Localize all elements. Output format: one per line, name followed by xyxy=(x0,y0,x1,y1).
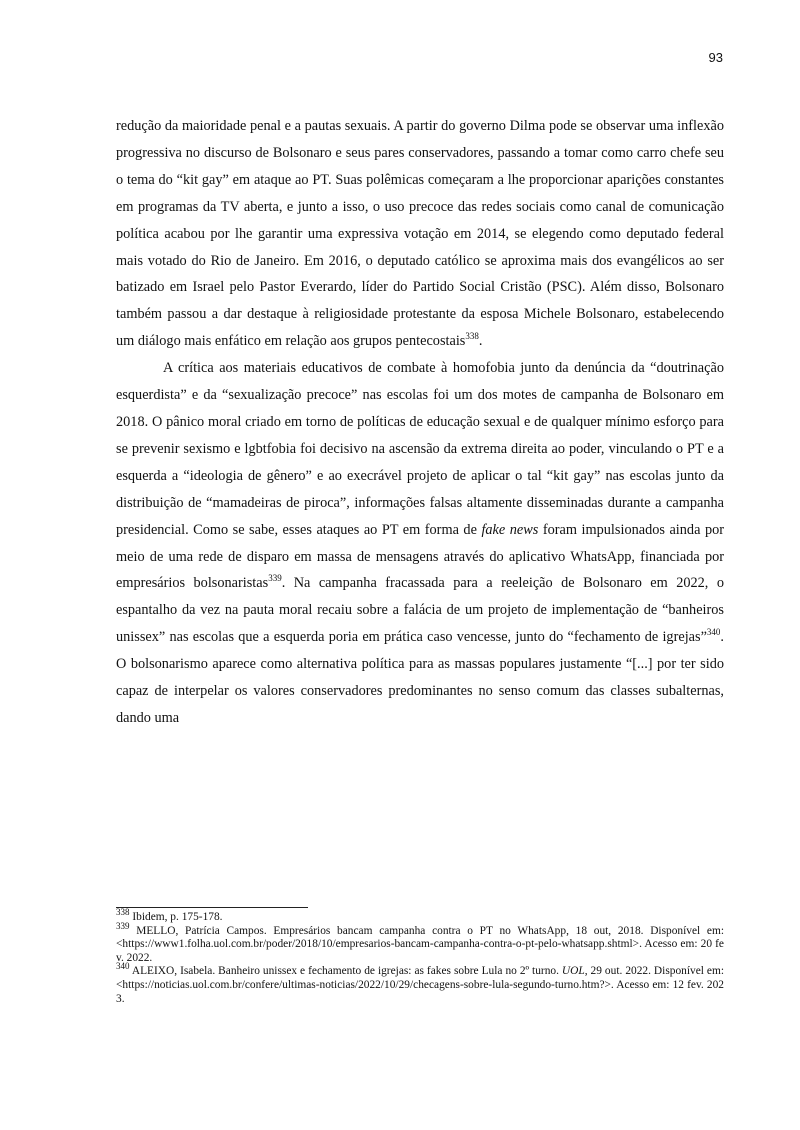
footnote-340 xyxy=(116,961,724,1006)
footnotes xyxy=(116,907,724,1006)
page-number: 93 xyxy=(708,50,723,65)
footnote-338 xyxy=(116,907,724,925)
paragraph-2-text-c: . Na campanha fracassada para a reeleição de Bolsonaro em 2022, o espantalho da vez na pauta moral recaiu sobre a falácia de um projeto de implementação de “banheiros unissex” nas escolas que a esquerda poria em prática caso vencesse, junto do “fechamento de igrejas” xyxy=(116,575,724,646)
footnote-ref-340[interactable]: 340 xyxy=(706,627,721,638)
footnote-339 xyxy=(116,920,724,966)
paragraph-1-text: redução da maioridade penal e a pautas sexuais. A partir do governo Dilma pode se observar uma inflexão progressiva no discurso de Bolsonaro e seus pares conservadores, passando a tomar como carro chefe seu o tema do “kit gay” em ataque ao PT. Suas polêmicas começaram a lhe proporcionar aparições constantes em programas da TV aberta, e junto a isso, o uso precoce das redes sociais como canal de comunicação política acabou por lhe garantir uma expressiva votação em 2014, se elegendo como deputado federal mais votado do Rio de Janeiro. Em 2016, o deputado católico se aproxima mais dos evangélicos ao ser batizado em Israel pelo Pastor Everardo, líder do Partido Social Cristão (PSC). Além disso, Bolsonaro também passou a dar destaque à religiosidade protestante da esposa Michele Bolsonaro, estabelecendo um diálogo mais enfático em relação aos grupos pentecostais xyxy=(116,118,724,350)
source-name: UOL xyxy=(561,965,585,978)
footnote-link[interactable]: <https://noticias.uol.com.br/confere/ultimas-noticias/2022/10/29/checagens-sobre-lula-segundo-turno.htm?>. Acesso em: 12 fev. 2023. xyxy=(116,978,724,1005)
paragraph-2-text-b: foram impulsionados ainda por meio de uma rede de disparo em massa de mensagens através do aplicativo WhatsApp, financiada por empresários bolsonaristas xyxy=(116,521,724,592)
paragraph-1 xyxy=(116,113,724,355)
footnote-text-end: , 29 out. 2022. Disponível em: xyxy=(584,965,724,978)
footnote-text: ALEIXO, Isabela. Banheiro unissex e fechamento de igrejas: as fakes sobre Lula no 2º turno. xyxy=(129,965,562,978)
paragraph-2-text-a: A crítica aos materiais educativos de combate à homofobia junto da denúncia da “doutrinação esquerdista” e da “sexualização precoce” nas escolas foi um dos motes de campanha de Bolsonaro em 2018. O pânico moral criado em torno de políticas de educação sexual e de qualquer mínimo esforço para se prevenir sexismo e lgbtfobia foi decisivo na ascensão da extrema direita ao poder, vinculando o PT e a esquerda a “ideologia de gênero” e ao execrável projeto de aplicar o tal “kit gay” nas escolas junto da distribuição de “mamadeiras de piroca”, informações falsas altamente disseminadas durante a campanha presidencial. Como se sabe, esses ataques ao PT em forma de xyxy=(116,360,724,538)
footnote-text: MELLO, Patrícia Campos. Empresários bancam campanha contra o PT no WhatsApp, 18 out, 2018. Disponível em: xyxy=(129,924,724,937)
paragraph-1-end: . xyxy=(478,333,483,350)
footnote-text: Ibidem, p. 175-178. xyxy=(129,911,223,923)
footnote-link[interactable]: <https://www1.folha.uol.com.br/poder/2018/10/empresarios-bancam-campanha-contra-o-pt-pelo-whatsapp.shtml>. Acesso em: 20 fev. 2022. xyxy=(116,938,724,964)
footnote-ref-339[interactable]: 339 xyxy=(268,573,282,584)
footnote-ref-338[interactable]: 338 xyxy=(465,331,479,342)
paragraph-2 xyxy=(116,355,724,732)
footnote-number: 339 xyxy=(116,920,130,931)
paragraph-2-text-d: . O bolsonarismo aparece como alternativa política para as massas populares justamente “[...] por ter sido capaz de interpelar os valores conservadores predominantes no senso comum das classes subalternas, dando uma xyxy=(116,629,724,726)
footnote-separator xyxy=(116,907,308,908)
footnote-number: 340 xyxy=(116,961,130,972)
italic-term: fake news xyxy=(481,521,539,538)
body-text xyxy=(116,113,724,732)
footnote-number: 338 xyxy=(116,907,130,918)
